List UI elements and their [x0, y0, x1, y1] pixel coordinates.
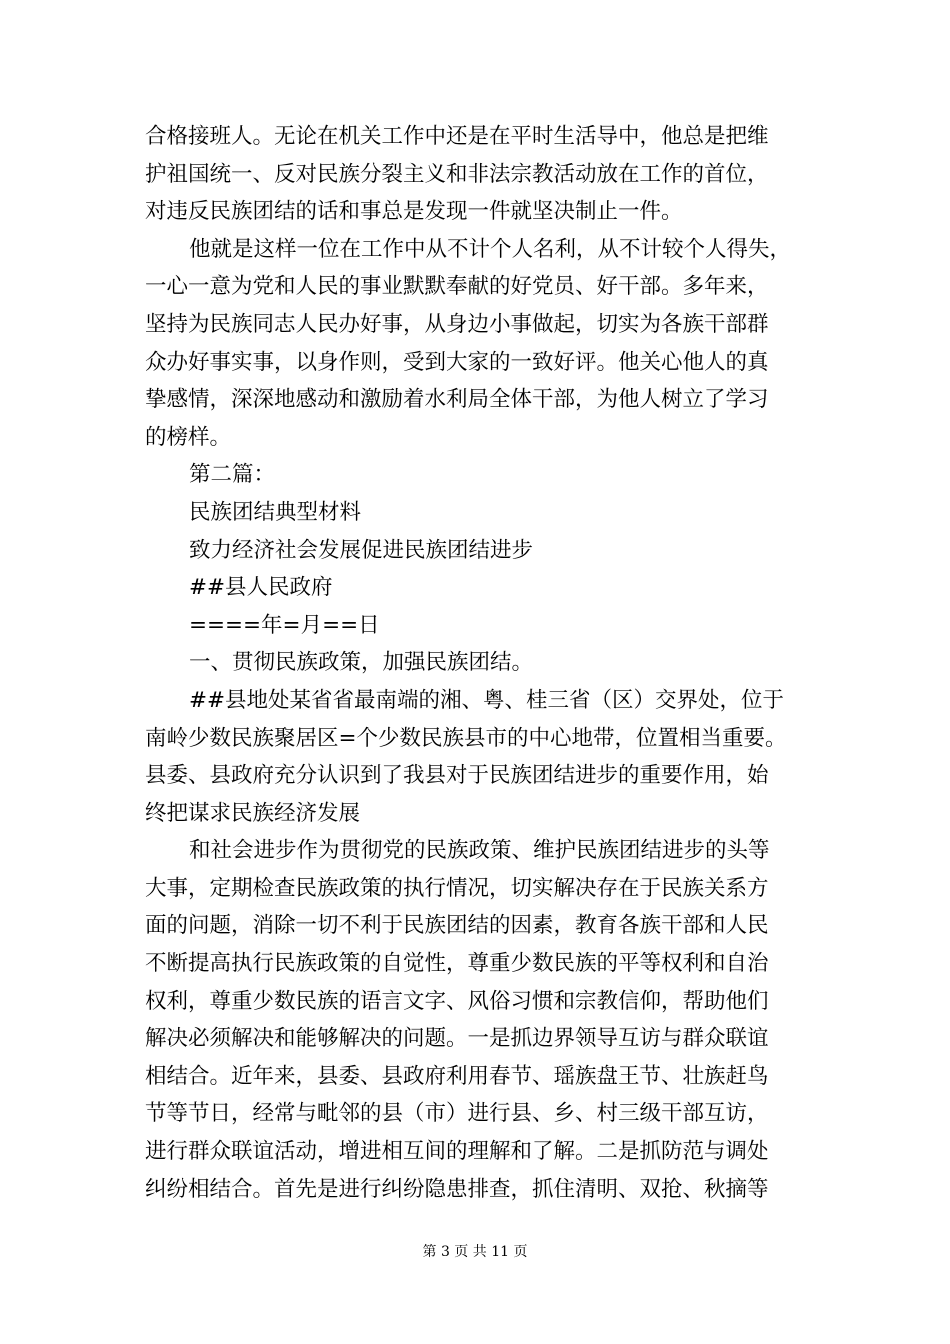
author-line: ##县人民政府 — [189, 575, 333, 601]
text-line: ##县地处某省省最南端的湘、粤、桂三省（区）交界处，位于 — [189, 687, 785, 713]
text-line: 合格接班人。无论在机关工作中还是在平时生活导中，他总是把维 — [145, 124, 769, 149]
text-line: 终把谋求民族经济发展 — [145, 800, 361, 826]
text-line: 进行群众联谊活动，增进相互间的理解和了解。二是抓防范与调处 — [145, 1139, 769, 1165]
material-title: 民族团结典型材料 — [189, 499, 362, 525]
text-line: 节等节日，经常与毗邻的县（市）进行县、乡、村三级干部互访， — [145, 1101, 769, 1127]
text-line: 纠纷相结合。首先是进行纠纷隐患排查，抓住清明、双抢、秋摘等 — [145, 1176, 769, 1202]
section-heading: 第二篇： — [189, 462, 276, 488]
text-line: 和社会进步作为贯彻党的民族政策、维护民族团结进步的头等 — [189, 838, 770, 864]
text-line: 护祖国统一、反对民族分裂主义和非法宗教活动放在工作的首位， — [145, 161, 769, 187]
text-line: 南岭少数民族聚居区=个少数民族县市的中心地带，位置相当重要。 — [145, 725, 787, 751]
subsection-heading: 一、贯彻民族政策，加强民族团结。 — [189, 650, 534, 676]
text-line: 对违反民族团结的话和事总是发现一件就坚决制止一件。 — [145, 199, 683, 225]
text-line: 坚持为民族同志人民办好事，从身边小事做起，切实为各族干部群 — [145, 311, 769, 337]
text-line: 县委、县政府充分认识到了我县对于民族团结进步的重要作用，始 — [145, 763, 769, 789]
text-line: 不断提高执行民族政策的自觉性，尊重少数民族的平等权利和自治 — [145, 951, 769, 977]
text-line: 众办好事实事，以身作则，受到大家的一致好评。他关心他人的真 — [145, 349, 769, 375]
text-line: 权利，尊重少数民族的语言文字、风俗习惯和宗教信仰，帮助他们 — [145, 988, 769, 1014]
text-line: 相结合。近年来，县委、县政府利用春节、瑶族盘王节、壮族赶鸟 — [145, 1063, 769, 1089]
material-subtitle: 致力经济社会发展促进民族团结进步 — [189, 537, 534, 563]
text-line: 挚感情，深深地感动和激励着水利局全体干部，为他人树立了学习 — [145, 387, 769, 413]
text-line: 大事，定期检查民族政策的执行情况，切实解决存在于民族关系方 — [145, 875, 769, 901]
text-line: 他就是这样一位在工作中从不计个人名利，从不计较个人得失， — [189, 236, 792, 262]
text-line: 一心一意为党和人民的事业默默奉献的好党员、好干部。多年来， — [145, 274, 769, 300]
document-body — [145, 118, 810, 1208]
text-line: 解决必须解决和能够解决的问题。一是抓边界领导互访与群众联谊 — [145, 1026, 769, 1052]
text-line: 的榜样。 — [145, 424, 232, 450]
text-line: 面的问题，消除一切不利于民族团结的因素，教育各族干部和人民 — [145, 913, 769, 939]
date-line: ====年=月==日 — [189, 612, 380, 638]
page-number-footer: 第 3 页 共 11 页 — [422, 1244, 528, 1260]
